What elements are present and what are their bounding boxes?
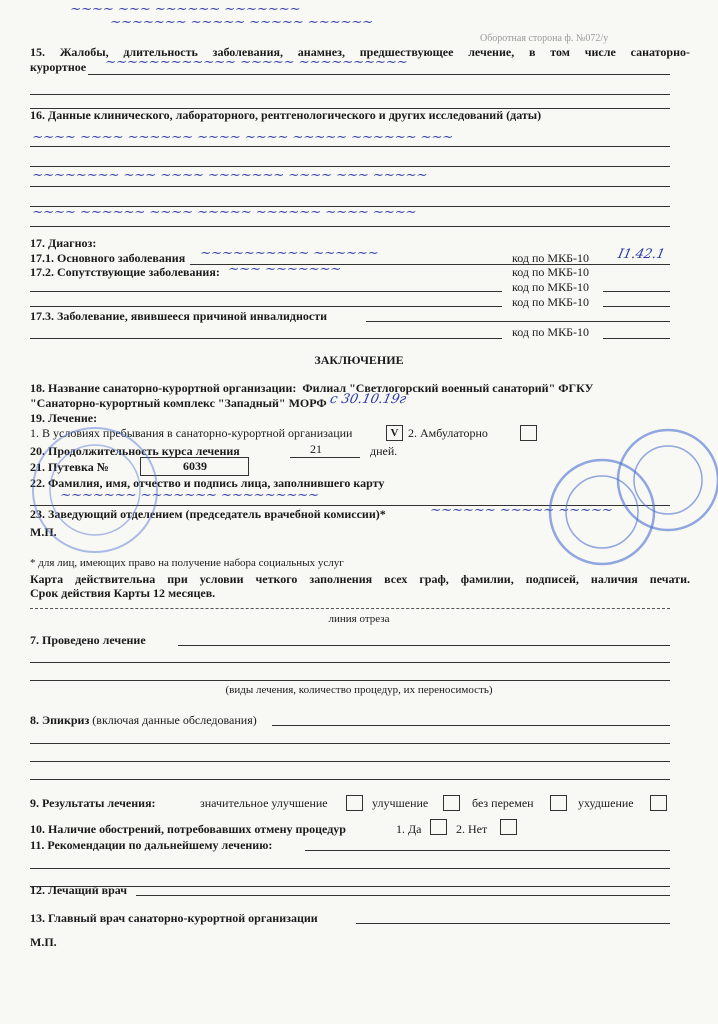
result-worsening: ухудшение xyxy=(578,796,634,810)
sanatorium-name-cont: "Санаторно-курортный комплекс "Западный" МОРФ xyxy=(30,396,327,410)
section-7-label: 7. Проведено лечение xyxy=(30,633,146,647)
voucher-number: 6039 xyxy=(183,459,207,473)
section-15-label: 15. Жалобы, длительность заболевания, анамнез, предшествующее лечение, в том числе санаторно- xyxy=(30,45,690,59)
icd-code-label: код по МКБ-10 xyxy=(512,251,589,265)
section-19-label: 19. Лечение: xyxy=(30,411,98,425)
inpatient-checkbox[interactable]: V xyxy=(386,425,403,441)
section-8-label-bold: 8. Эпикриз xyxy=(30,713,90,727)
voucher-number-box xyxy=(140,457,249,476)
conclusion-title: ЗАКЛЮЧЕНИЕ xyxy=(314,353,404,367)
icd-code-label: код по МКБ-10 xyxy=(512,295,589,309)
section-15-label-cont: курортное xyxy=(30,60,87,74)
cut-line-label: линия отреза xyxy=(328,613,390,625)
disability-label: 17.3. Заболевание, явившееся причиной инвалидности xyxy=(30,309,328,323)
exacerbation-yes-checkbox[interactable] xyxy=(430,819,447,835)
treatment-option-outpatient: 2. Амбулаторно xyxy=(408,426,488,440)
validity-term: Срок действия Карты 12 месяцев. xyxy=(30,586,216,600)
icd-code-label: код по МКБ-10 xyxy=(512,265,589,279)
handwritten-start-date: с 30.10.19г xyxy=(328,392,408,407)
section-7-hint: (виды лечения, количество процедур, их переносимость) xyxy=(225,684,493,696)
exacerbation-no: 2. Нет xyxy=(456,822,488,836)
exacerbation-yes: 1. Да xyxy=(396,822,422,836)
section-11-label: 11. Рекомендации по дальнейшему лечению: xyxy=(30,838,273,852)
icd-code-label: код по МКБ-10 xyxy=(512,325,589,339)
validity-note: Карта действительна при условии четкого заполнения всех граф, фамилии, подписей, наличия печати. xyxy=(30,572,690,586)
form-reference: Оборотная сторона ф. №072/у xyxy=(480,33,609,44)
course-duration-value: 21 xyxy=(310,442,322,456)
main-diagnosis-label: 17.1. Основного заболевания xyxy=(30,251,186,265)
complaints-handwriting: ~~~~~~~~~~~~ ~~~~~ ~~~~~~~~~~ xyxy=(103,55,410,70)
sanatorium-name: Филиал "Светлогорский военный санаторий" ФГКУ xyxy=(302,381,594,395)
result-checkbox[interactable] xyxy=(346,795,363,811)
section-18-label xyxy=(30,381,593,395)
section-9-label: 9. Результаты лечения: xyxy=(30,796,156,810)
investigations-handwriting: ~~~~~~~~ ~~~ ~~~~ ~~~~~~~ ~~~~ ~~~ ~~~~~ xyxy=(30,168,429,183)
comorbid-handwriting: ~~~ ~~~~~~~ xyxy=(226,262,343,277)
stamp-place-label: М.П. xyxy=(30,525,57,539)
section-20-label: 20. Продолжительность курса лечения xyxy=(30,444,240,458)
filler-signature: ~~~~~~~ ~~~~~~~ ~~~~~~~~~ xyxy=(58,488,321,503)
exacerbation-no-checkbox[interactable] xyxy=(500,819,517,835)
icd-code-label: код по МКБ-10 xyxy=(512,280,589,294)
section-23-label: 23. Заведующий отделением (председатель врачебной комиссии)* xyxy=(30,507,386,521)
footnote: * для лиц, имеющих право на получение набора социальных услуг xyxy=(30,557,344,569)
head-signature: ~~~~~~ ~~~~~ ~~~~~ xyxy=(428,503,615,518)
section-13-label: 13. Главный врач санаторно-курортной организации xyxy=(30,911,318,925)
section-17-title: 17. Диагноз: xyxy=(30,236,97,250)
cut-line xyxy=(30,608,670,609)
handwritten-note: ~~~~ ~~~ ~~~~~~ ~~~~~~~ xyxy=(68,2,302,17)
handwritten-note: ~~~~~~~ ~~~~~ ~~~~~ ~~~~~~ xyxy=(108,15,375,30)
outpatient-checkbox[interactable] xyxy=(520,425,537,441)
main-diagnosis-handwriting: ~~~~~~~~~~ ~~~~~~ xyxy=(198,246,381,261)
section-12-label: 12. Лечащий врач xyxy=(30,883,128,897)
section-21-label: 21. Путевка № xyxy=(30,460,109,474)
section-16-label: 16. Данные клинического, лабораторного, рентгенологического и других исследований (даты) xyxy=(30,108,542,122)
main-diagnosis-code: I1.42.1 xyxy=(616,247,667,262)
comorbid-label: 17.2. Сопутствующие заболевания: xyxy=(30,265,220,279)
result-checkbox[interactable] xyxy=(650,795,667,811)
section-8-label xyxy=(30,713,257,727)
result-significant-improvement: значительное улучшение xyxy=(200,796,328,810)
result-no-change: без перемен xyxy=(472,796,534,810)
doctor-stamp xyxy=(618,430,718,530)
result-improvement: улучшение xyxy=(372,796,429,810)
investigations-handwriting: ~~~~ ~~~~ ~~~~~~ ~~~~ ~~~~ ~~~~~ ~~~~~~ ~~~ xyxy=(30,130,455,145)
section-10-label: 10. Наличие обострений, потребовавших отмену процедур xyxy=(30,822,346,836)
result-checkbox[interactable] xyxy=(443,795,460,811)
treatment-option-inpatient: 1. В условиях пребывания в санаторно-курортной организации xyxy=(30,426,353,440)
section-8-label-rest: (включая данные обследования) xyxy=(92,713,257,727)
section-18-label-text: 18. Название санаторно-курортной организации: xyxy=(30,381,297,395)
investigations-handwriting: ~~~~ ~~~~~~ ~~~~ ~~~~~ ~~~~~~ ~~~~ ~~~~ xyxy=(30,205,418,220)
section-22-label: 22. Фамилия, имя, отчество и подпись лица, заполнившего карту xyxy=(30,476,385,490)
course-duration-unit: дней. xyxy=(370,444,398,458)
result-checkbox[interactable] xyxy=(550,795,567,811)
stamp-place-label-2: М.П. xyxy=(30,935,57,949)
